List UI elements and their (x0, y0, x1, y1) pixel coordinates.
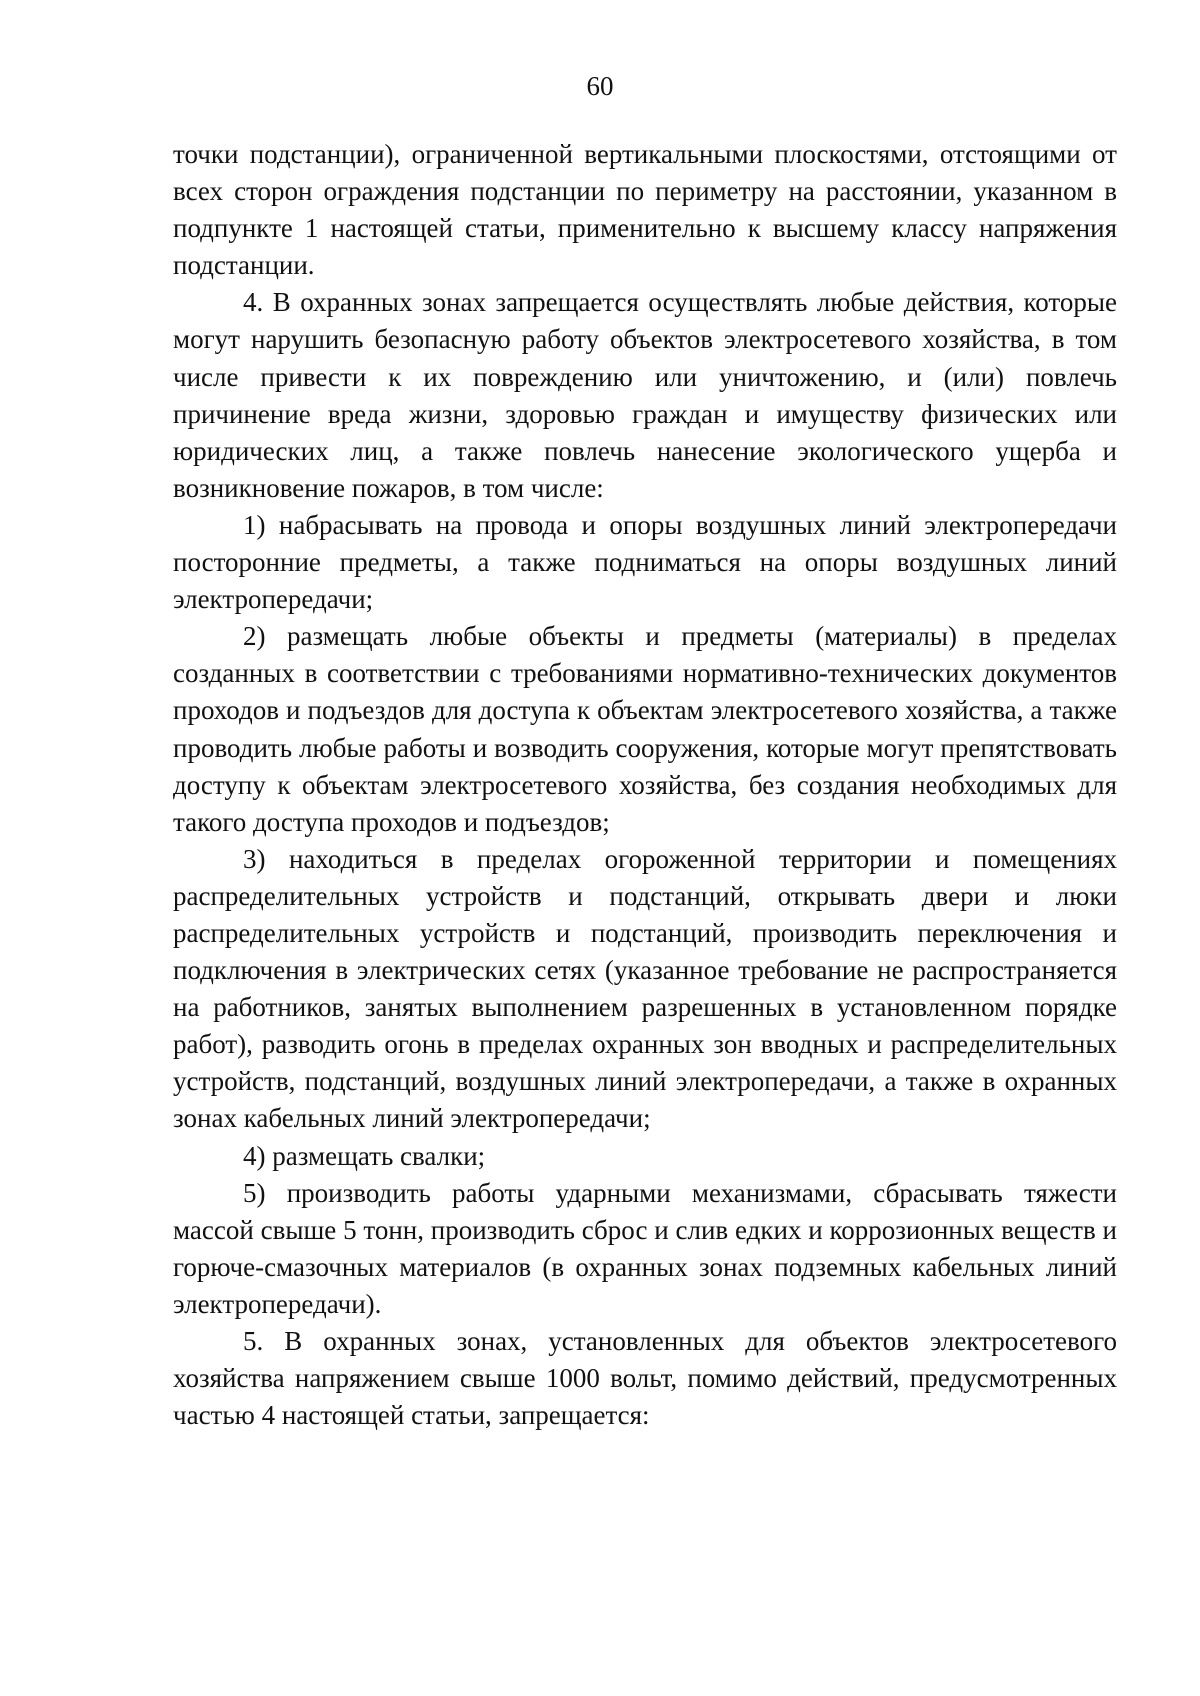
paragraph-clause-4: 4. В охранных зонах запрещается осуществлять любые действия, которые могут нарушить безопасную работу объектов электросетевого хозяйства, в том числе привести к их повреждению или уничтожению, и (или) повлечь причинение вреда жизни, здоровью граждан и имуществу физических или юридических лиц, а также повлечь нанесение экологического ущерба и возникновение пожаров, в том числе: (173, 287, 1117, 503)
paragraph-clause-5: 5. В охранных зонах, установленных для объектов электросетевого хозяйства напряжением свыше 1000 вольт, помимо действий, предусмотренных частью 4 настоящей статьи, запрещается: (173, 1326, 1117, 1431)
list-item-2: 2) размещать любые объекты и предметы (материалы) в пределах созданных в соответствии с требованиями нормативно-технических документов проходов и подъездов для доступа к объектам электросетевого хозяйства, а также проводить любые работы и возводить сооружения, которые могут препятствовать доступу к объектам электросетевого хозяйства, без создания необходимых для такого доступа проходов и подъездов; (173, 621, 1117, 837)
list-item-1: 1) набрасывать на провода и опоры воздушных линий электропередачи посторонние предметы, а также подниматься на опоры воздушных линий электропередачи; (173, 509, 1117, 615)
paragraph-continuation: точки подстанции), ограниченной вертикальными плоскостями, отстоящими от всех сторон ограждения подстанции по периметру на расстоянии, указанном в подпункте 1 настоящей статьи, применительно к высшему классу напряжения подстанции. (173, 139, 1117, 281)
page-number: 60 (586, 71, 614, 101)
document-body (173, 136, 1117, 1434)
list-item-4: 4) размещать свалки; (243, 1140, 486, 1171)
list-item-3: 3) находиться в пределах огороженной территории и помещениях распределительных устройств и подстанций, открывать двери и люки распределительных устройств и подстанций, производить переключения и подключения в электрических сетях (указанное требование не распространяется на работников, занятых выполнением разрешенных в установленном порядке работ), разводить огонь в пределах охранных зон вводных и распределительных устройств, подстанций, воздушных линий электропередачи, а также в охранных зонах кабельных линий электропередачи; (173, 843, 1117, 1134)
list-item-5: 5) производить работы ударными механизмами, сбрасывать тяжести массой свыше 5 тонн, производить сброс и слив едких и коррозионных веществ и горюче-смазочных материалов (в охранных зонах подземных кабельных линий электропередачи). (173, 1177, 1117, 1319)
